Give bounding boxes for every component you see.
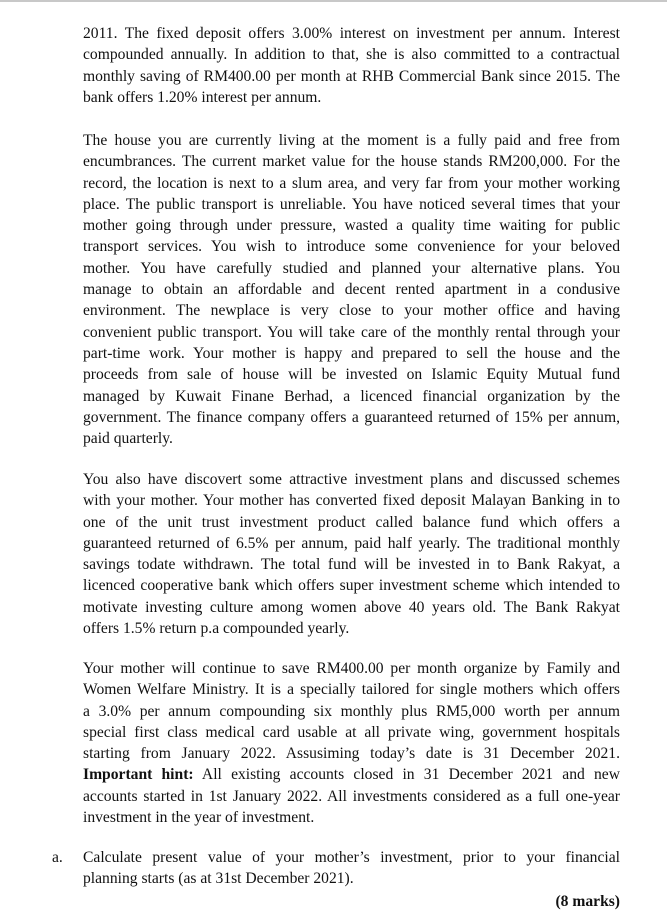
text-line: The house you are currently living at the moment is a fully paid and free from	[83, 132, 620, 149]
text-line: motivate investing culture among women above 40 years old. The Bank Rakyat	[83, 598, 620, 616]
question-marks: (8 marks)	[555, 893, 620, 910]
text-line: bank offers 1.20% interest per annum.	[83, 88, 322, 106]
text-line: mother. You have carefully studied and planned your alternative plans. You	[83, 259, 620, 277]
text-line: You also have discovert some attractive investment plans and discussed schemes	[83, 471, 620, 488]
question-line: Calculate present value of your mother’s investment, prior to your financial	[83, 849, 620, 866]
question-a	[83, 847, 620, 890]
text-line: savings todate withdrawn. The total fund will be invested in to Bank Rakyat, a	[83, 556, 620, 574]
text-line: compounded annually. In addition to that, she is also committed to a contractual	[83, 46, 620, 64]
text-line: environment. The newplace is very close to your mother office and having	[83, 302, 620, 320]
important-hint-text: All existing accounts closed in 31 December 2021 and new	[193, 766, 620, 784]
important-hint-line	[83, 764, 620, 785]
text-line: Your mother will continue to save RM400.00 per month organize by Family and	[83, 660, 620, 677]
text-line: convenient public transport. You will take care of the monthly rental through your	[83, 323, 620, 341]
paragraph-monthly-savings	[83, 658, 620, 828]
text-line: licenced cooperative bank which offers super investment scheme which intended to	[83, 577, 620, 595]
text-line: managed by Kuwait Finane Berhad, a licenced financial organization by the	[83, 387, 620, 405]
important-hint-label: Important hint:	[83, 766, 194, 784]
text-line: proceeds from sale of house will be invested on Islamic Equity Mutual fund	[83, 366, 620, 384]
text-line: part-time work. Your mother is happy and prepared to sell the house and the	[83, 344, 620, 362]
text-line: Women Welfare Ministry. It is a specially tailored for single mothers which offers	[83, 681, 620, 699]
text-line: guaranteed returned of 6.5% per annum, paid half yearly. The traditional monthly	[83, 534, 620, 552]
text-line: with your mother. Your mother has converted fixed deposit Malayan Banking in to	[83, 492, 620, 510]
question-line: planning starts (as at 31st December 2021).	[83, 870, 354, 888]
text-line: paid quarterly.	[83, 430, 173, 448]
text-line: 2011. The fixed deposit offers 3.00% interest on investment per annum. Interest	[83, 25, 620, 42]
text-line: encumbrances. The current market value for the house stands RM200,000. For the	[83, 153, 620, 171]
text-line: government. The finance company offers a guaranteed returned of 15% per annum,	[83, 408, 620, 426]
text-line: starting from January 2022. Assusiming today’s date is 31 December 2021.	[83, 745, 620, 763]
text-line: accounts started in 1st January 2022. All investments considered as a full one-year	[83, 787, 620, 805]
text-line: one of the unit trust investment product called balance fund which offers a	[83, 513, 620, 531]
question-marker: a.	[52, 849, 63, 866]
paragraph-investment-plans	[83, 469, 620, 639]
text-line: investment in the year of investment.	[83, 809, 315, 827]
paragraph-fixed-deposit	[83, 23, 620, 108]
text-line: place. The public transport is unreliable. You have noticed several times that your	[83, 195, 620, 213]
text-line: transport services. You wish to introduce some convenience for your beloved	[83, 238, 620, 256]
text-line: a 3.0% per annum compounding six monthly plus RM5,000 worth per annum	[83, 702, 620, 720]
text-line: mother going through under pressure, wasted a quality time waiting for public	[83, 217, 620, 235]
text-line: monthly saving of RM400.00 per month at RHB Commercial Bank since 2015. The	[83, 67, 620, 85]
text-line: special first class medical card usable at all private wing, government hospitals	[83, 723, 620, 741]
paragraph-house	[83, 130, 620, 449]
text-line: manage to obtain an affordable and decent rented apartment in a condusive	[83, 281, 620, 299]
text-line: offers 1.5% return p.a compounded yearly.	[83, 620, 350, 638]
text-line: record, the location is next to a slum area, and very far from your mother working	[83, 174, 620, 192]
page-top-border	[0, 0, 667, 2]
